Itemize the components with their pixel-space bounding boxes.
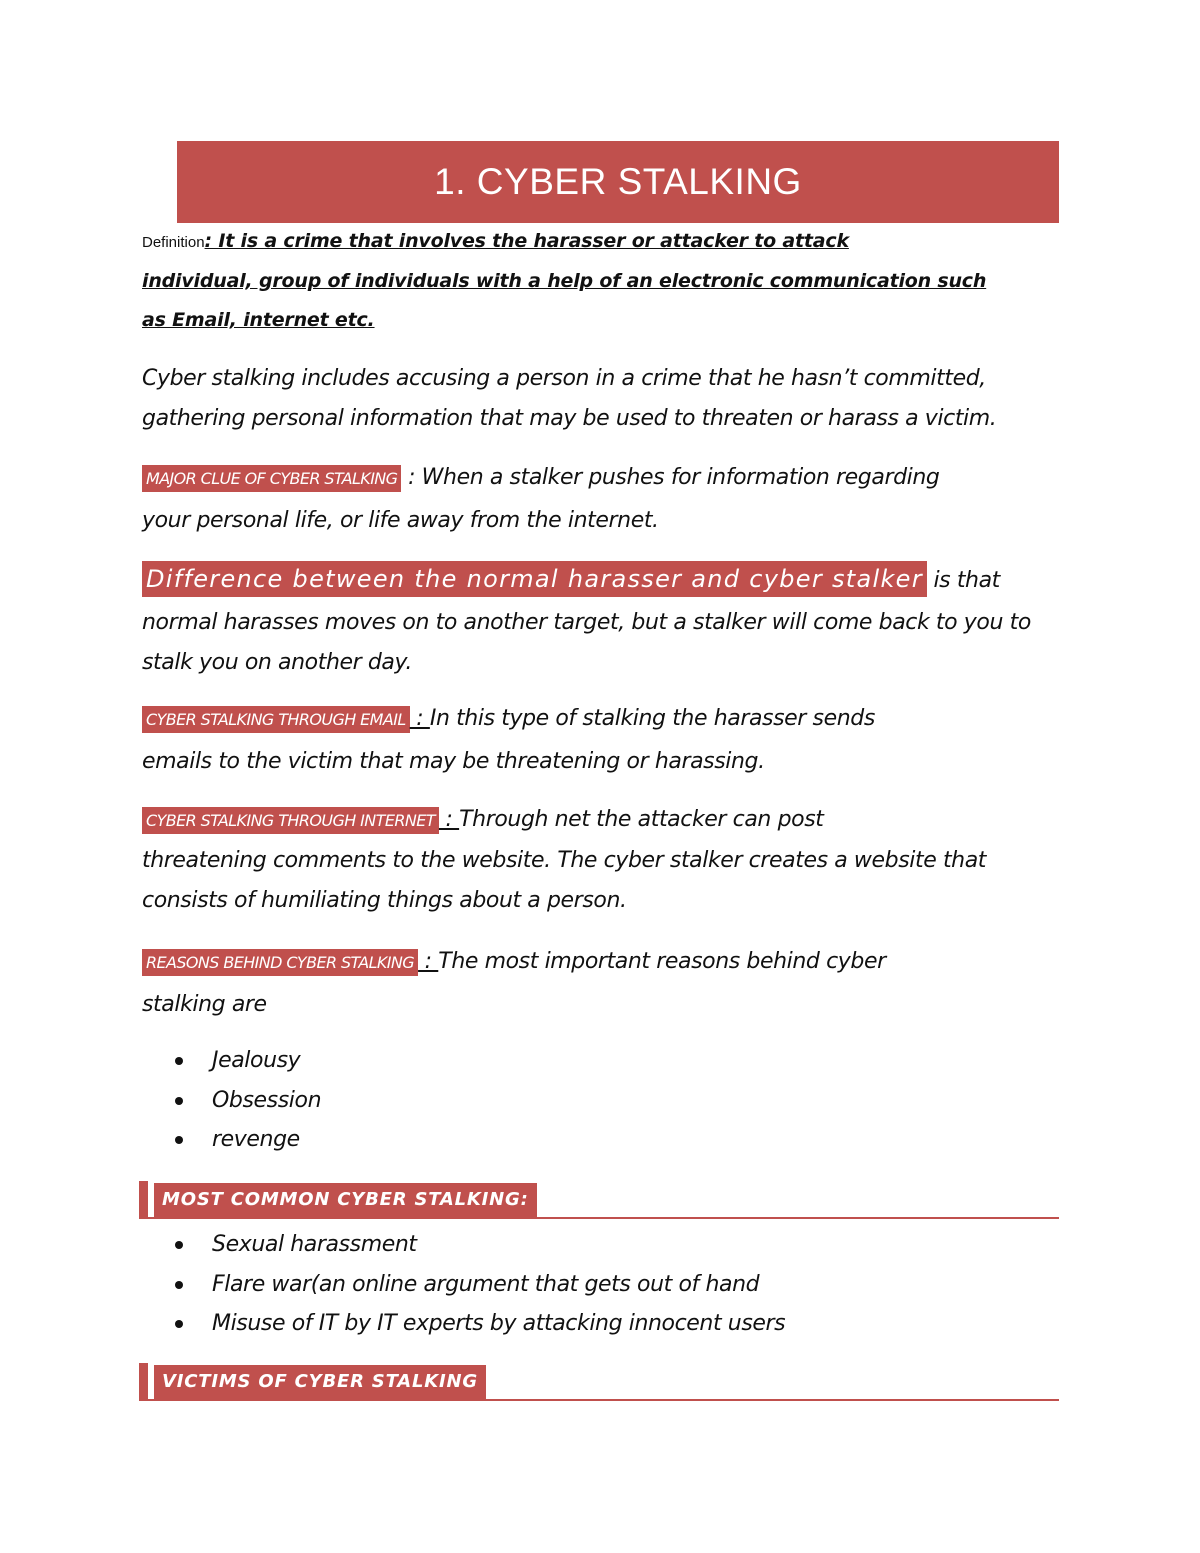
list-item: Obsession	[142, 1081, 321, 1121]
bullet-icon	[175, 1097, 183, 1105]
most-common-list	[142, 1225, 785, 1344]
difference-line-1: is that	[926, 568, 1000, 593]
internet-line-3: consists of humiliating things about a person.	[142, 888, 627, 913]
definition-line-3: as Email, internet etc.	[142, 309, 375, 331]
email-tag: CYBER STALKING THROUGH EMAIL	[142, 706, 410, 733]
major-clue-tag: MAJOR CLUE OF CYBER STALKING	[142, 465, 401, 492]
list-item: Misuse of IT by IT experts by attacking innocent users	[142, 1304, 785, 1344]
definition-block	[142, 222, 1062, 340]
definition-label: Definition	[142, 234, 205, 251]
heading-accent-bar	[139, 1181, 148, 1217]
internet-tag: CYBER STALKING THROUGH INTERNET	[142, 807, 439, 834]
list-item: Sexual harassment	[142, 1225, 785, 1265]
difference-paragraph	[142, 557, 1062, 683]
bullet-icon	[175, 1320, 183, 1328]
bullet-icon	[175, 1136, 183, 1144]
victims-heading	[139, 1363, 1059, 1401]
reasons-line-2: stalking are	[142, 992, 267, 1017]
most-common-heading	[139, 1181, 1059, 1219]
difference-line-3: stalk you on another day.	[142, 650, 413, 675]
most-common-heading-label: MOST COMMON CYBER STALKING:	[154, 1183, 537, 1217]
email-separator: :	[409, 706, 430, 731]
heading-accent-bar	[139, 1363, 148, 1399]
internet-line-1: Through net the attacker can post	[459, 807, 824, 832]
definition-line-1: : It is a crime that involves the harasser or attacker to attack	[204, 230, 849, 252]
list-item: Jealousy	[142, 1041, 321, 1081]
intro-line-1: Cyber stalking includes accusing a person in a crime that he hasn’t committed,	[142, 366, 986, 391]
reasons-separator: :	[418, 949, 439, 974]
list-item: revenge	[142, 1120, 321, 1160]
email-line-2: emails to the victim that may be threatening or harassing.	[142, 749, 765, 774]
intro-line-2: gathering personal information that may be used to threaten or harass a victim.	[142, 406, 997, 431]
reasons-list	[142, 1041, 321, 1160]
major-clue-line-1: : When a stalker pushes for information regarding	[401, 465, 940, 490]
definition-line-2: individual, group of individuals with a help of an electronic communication such	[142, 270, 987, 292]
email-line-1: In this type of stalking the harasser sends	[429, 706, 875, 731]
email-paragraph	[142, 699, 1062, 784]
reasons-line-1: The most important reasons behind cyber	[438, 949, 886, 974]
major-clue-line-2: your personal life, or life away from the internet.	[142, 508, 659, 533]
intro-paragraph	[142, 359, 1062, 439]
difference-tag: Difference between the normal harasser and cyber stalker	[142, 561, 927, 597]
reasons-tag: REASONS BEHIND CYBER STALKING	[142, 949, 418, 976]
difference-line-2: normal harasses moves on to another target, but a stalker will come back to you to	[142, 610, 1031, 635]
list-item: Flare war(an online argument that gets out of hand	[142, 1265, 785, 1305]
internet-paragraph	[142, 800, 1062, 921]
page-title: 1. CYBER STALKING	[177, 141, 1059, 223]
bullet-icon	[175, 1241, 183, 1249]
reasons-paragraph	[142, 942, 1062, 1027]
bullet-icon	[175, 1057, 183, 1065]
internet-separator: :	[438, 807, 460, 832]
major-clue-paragraph	[142, 455, 1062, 540]
victims-heading-label: VICTIMS OF CYBER STALKING	[154, 1365, 486, 1399]
internet-line-2: threatening comments to the website. The cyber stalker creates a website that	[142, 848, 987, 873]
bullet-icon	[175, 1281, 183, 1289]
